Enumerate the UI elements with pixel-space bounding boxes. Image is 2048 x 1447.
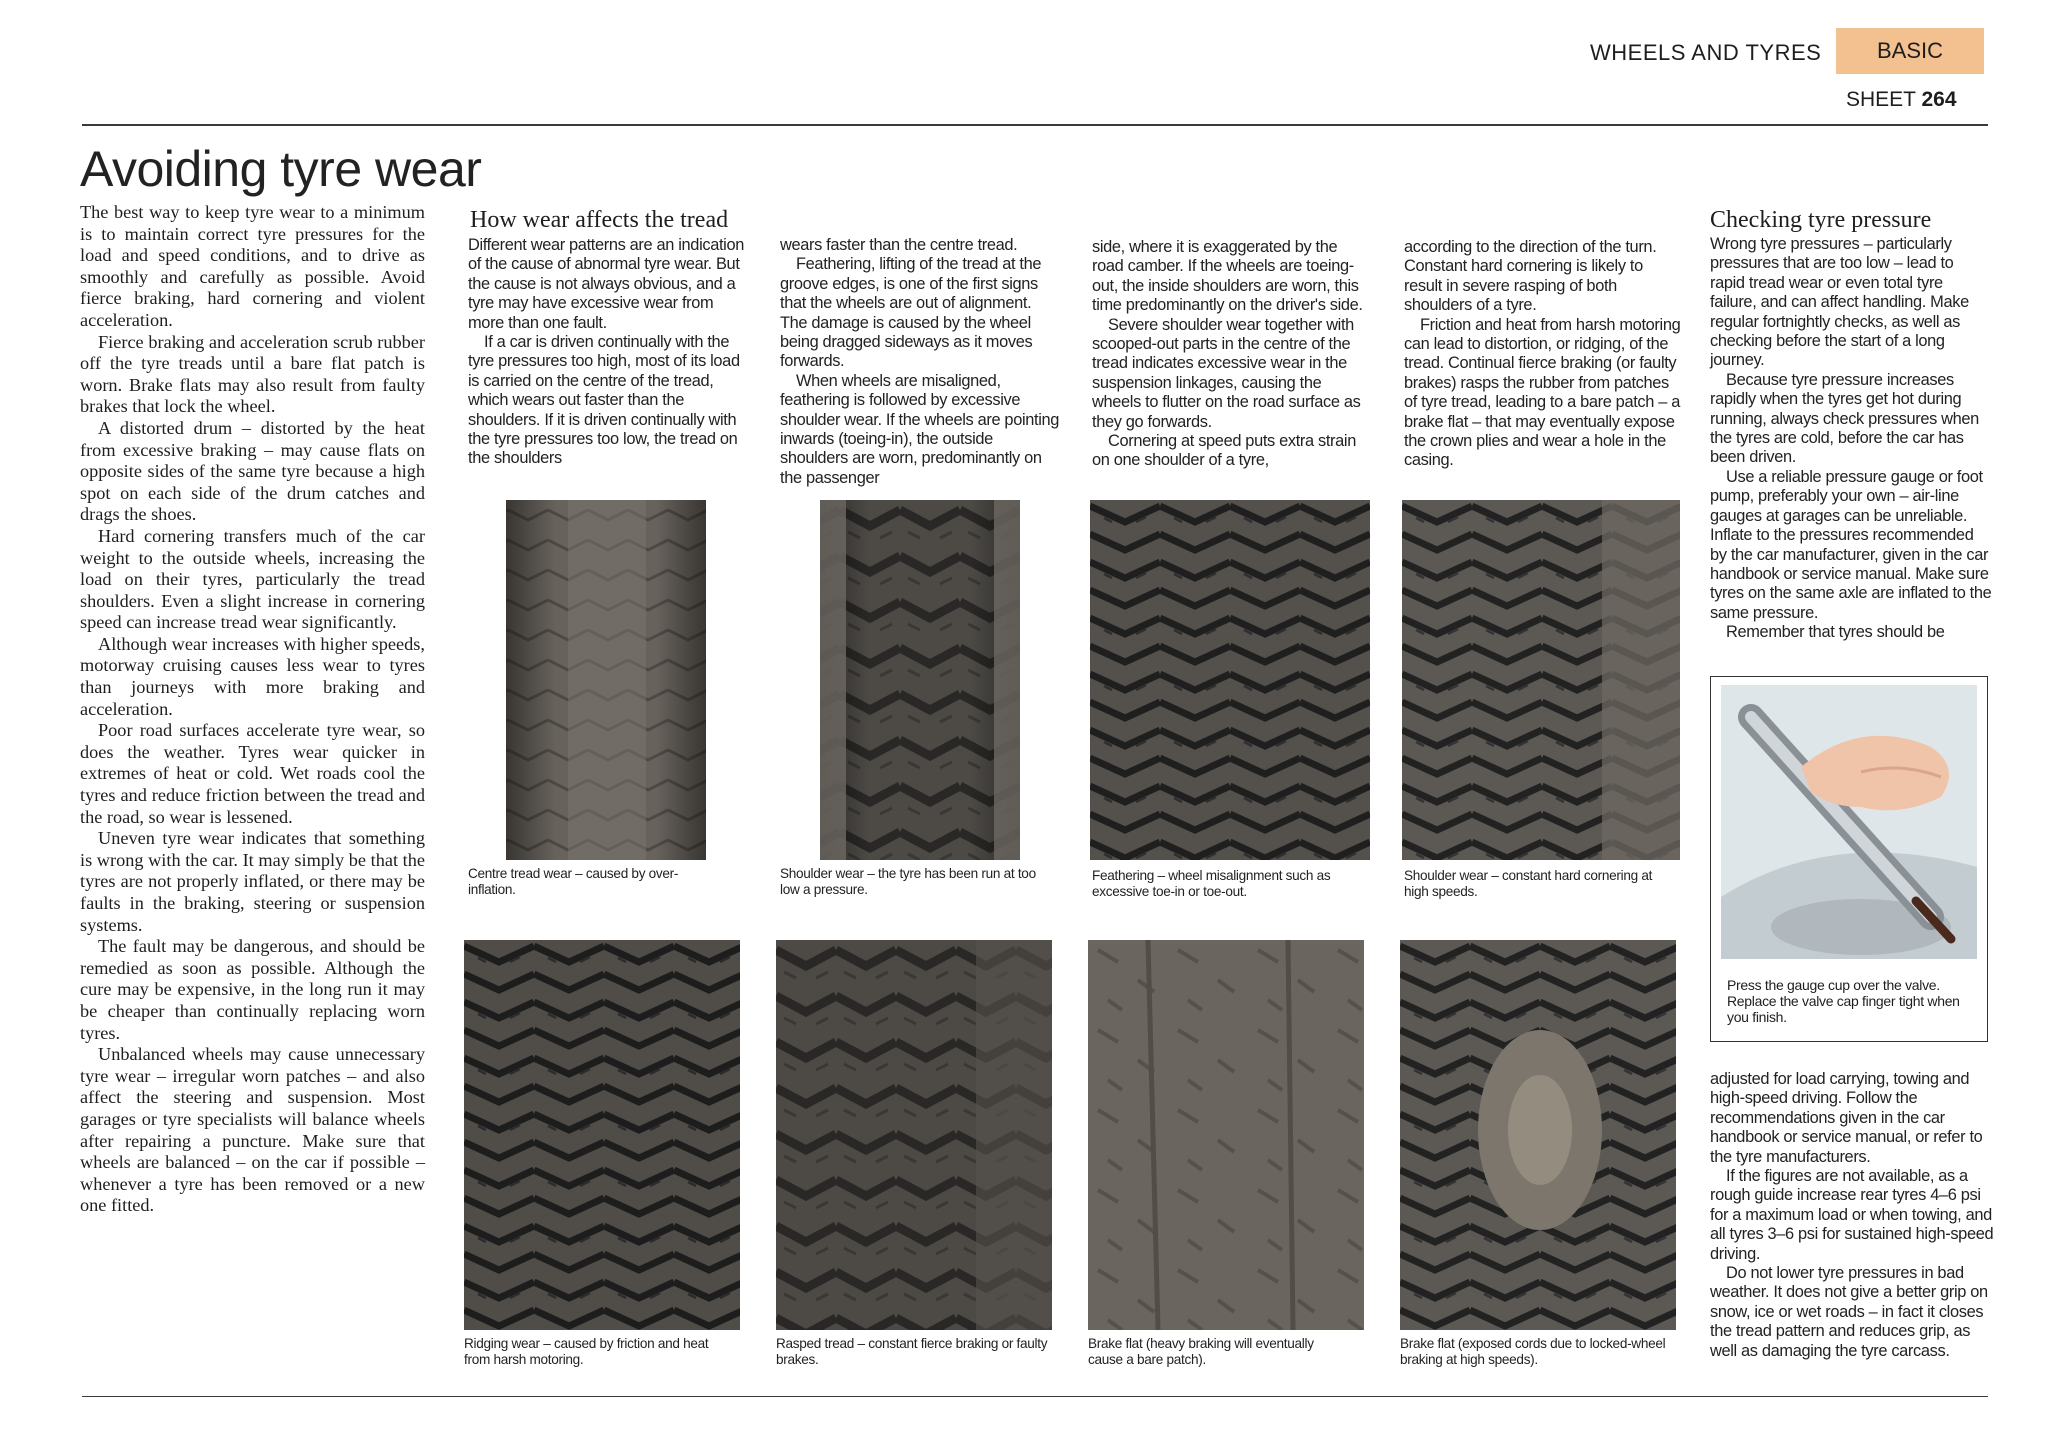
- intro-paragraph: The fault may be dangerous, and should be remedied as soon as possible. Although the cure may be expensive, in the long run it may be cheaper than continually replacing worn tyres.: [80, 936, 425, 1043]
- tread-paragraph: Cornering at speed puts extra strain on one shoulder of a tyre,: [1092, 432, 1356, 470]
- header-rule: [82, 124, 1988, 126]
- level-badge: BASIC: [1836, 28, 1984, 74]
- tread-paragraph: If a car is driven continually with the tyre pressures too high, most of its load is carried on the centre of the tread, which wears out faster than the shoulders. If it is driven continually with the tyre pressures too low, the tread on the shoulders: [468, 333, 740, 468]
- photo-caption: Rasped tread – constant fierce braking or faulty brakes.: [776, 1336, 1048, 1367]
- footer-rule: [82, 1396, 1988, 1397]
- sheet-number: [1846, 88, 1957, 112]
- photo-caption: Centre tread wear – caused by over-inflation.: [468, 866, 679, 897]
- pressure-paragraph: Because tyre pressure increases rapidly when the tyres get hot during running, always check pressures when the tyres are cold, before the car has been driven.: [1710, 370, 1979, 467]
- tread-column-4: [1404, 238, 1684, 471]
- tread-paragraph: according to the direction of the turn. Constant hard cornering is likely to result in severe rasping of both shoulders of a tyre.: [1404, 238, 1657, 315]
- tread-heading: How wear affects the tread: [470, 207, 729, 233]
- photo-caption: Shoulder wear – the tyre has been run at too low a pressure.: [780, 866, 1036, 897]
- photo-brake-flat: [1088, 940, 1364, 1330]
- pressure-paragraph: Remember that tyres should be: [1726, 623, 1945, 642]
- photo-shoulder-wear-cornering: [1402, 500, 1680, 860]
- intro-paragraph: Fierce braking and acceleration scrub rubber off the tyre treads until a bare flat patch is worn. Brake flats may also result from faulty brakes that lock the wheel.: [80, 331, 425, 417]
- pressure-paragraph: Wrong tyre pressures – particularly pressures that are too low – lead to rapid tread wear or even total tyre failure, and can affect handling. Make regular fortnightly checks, as well as checking before the start of a long journey.: [1710, 235, 1969, 370]
- tread-paragraph: wears faster than the centre tread.: [780, 236, 1018, 254]
- pressure-paragraph: Do not lower tyre pressures in bad weather. It does not give a better grip on snow, ice or wet roads – in fact it closes the tread pattern and reduces grip, as well as damaging the tyre carcass.: [1710, 1264, 1988, 1360]
- sheet-number-value: 264: [1921, 88, 1957, 111]
- tread-paragraph: Feathering, lifting of the tread at the groove edges, is one of the first signs that the wheels are out of alignment. The damage is caused by the wheel being dragged sideways as it moves forwards.: [780, 255, 1042, 371]
- tread-column-3: [1092, 238, 1372, 471]
- pressure-text-bottom: [1710, 1070, 1995, 1361]
- gauge-illustration-box: [1710, 676, 1988, 1042]
- photo-ridging-wear: [464, 940, 740, 1330]
- pressure-text-top: [1710, 235, 1992, 643]
- tread-paragraph: Friction and heat from harsh motoring can lead to distortion, or ridging, of the tread. Continual fierce braking (or faulty brakes) rasps the rubber from patches of tyre tread, leading to a bare patch – a brake flat – that may eventually expose the crown plies and wear a hole in the casing.: [1404, 315, 1681, 470]
- photo-caption: Feathering – wheel misalignment such as excessive toe-in or toe-out.: [1092, 868, 1331, 899]
- pressure-paragraph: If the figures are not available, as a rough guide increase rear tyres 4–6 psi for a maximum load or when towing, and all tyres 3–6 psi for sustained high-speed driving.: [1710, 1167, 1994, 1263]
- intro-paragraph: Uneven tyre wear indicates that something is wrong with the car. It may simply be that the tyres are not properly inflated, or there may be faults in the braking, steering or suspension systems.: [80, 828, 425, 935]
- intro-paragraph: Hard cornering transfers much of the car weight to the outside wheels, increasing the load on their tyres, particularly the tread shoulders. Even a slight increase in cornering speed can increase tread wear significantly.: [80, 525, 425, 633]
- sheet-label-text: SHEET: [1846, 88, 1916, 111]
- tread-paragraph: Severe shoulder wear together with scooped-out parts in the centre of the tread indicates excessive wear in the suspension linkages, causing the wheels to flutter on the road surface as they go forwards.: [1092, 315, 1361, 431]
- pressure-paragraph: Use a reliable pressure gauge or foot pump, preferably your own – air-line gauges at garages can be unreliable. Inflate to the pressures recommended by the car manufacturer, given in the car handbook or service manual. Make sure tyres on the same axle are inflated to the same pressure.: [1710, 467, 1992, 622]
- intro-text: [80, 202, 425, 1217]
- pressure-gauge-illustration: [1711, 677, 1987, 967]
- photo-caption: Brake flat (heavy braking will eventually cause a bare patch).: [1088, 1336, 1314, 1367]
- intro-paragraph: Unbalanced wheels may cause unnecessary tyre wear – irregular worn patches – and also affect the steering and suspension. Most garages or tyre specialists will balance wheels after repairing a puncture. Make sure that wheels are balanced – on the car if possible – whenever a tyre has been removed or a new one fitted.: [80, 1044, 425, 1216]
- gauge-caption: Press the gauge cup over the valve. Replace the valve cap finger tight when you finish.: [1727, 977, 1960, 1025]
- photo-brake-flat-exposed-cords: [1400, 940, 1676, 1330]
- photo-caption: Shoulder wear – constant hard cornering at high speeds.: [1404, 868, 1653, 899]
- page-title: Avoiding tyre wear: [80, 141, 482, 197]
- photo-centre-tread-wear: [468, 500, 746, 860]
- intro-paragraph: Poor road surfaces accelerate tyre wear, so does the weather. Tyres wear quicker in extremes of heat or cold. Wet roads cool the tyres and reduce friction between the tread and the road, so wear is lessened.: [80, 720, 425, 827]
- pressure-paragraph: adjusted for load carrying, towing and high-speed driving. Follow the recommendations given in the car handbook or service manual, or refer to the tyre manufacturers.: [1710, 1070, 1983, 1166]
- intro-paragraph: The best way to keep tyre wear to a minimum is to maintain correct tyre pressures for the load and speed conditions, and to drive as smoothly and carefully as possible. Avoid fierce braking, hard cornering and violent acceleration.: [80, 202, 425, 330]
- intro-paragraph: Although wear increases with higher speeds, motorway cruising causes less wear to tyres than journeys with more braking and acceleration.: [80, 633, 425, 719]
- tread-column-2: [780, 236, 1060, 488]
- tread-column-1: [468, 236, 746, 469]
- tread-paragraph: side, where it is exaggerated by the road camber. If the wheels are toeing-out, the inside shoulders are worn, this time predominantly on the driver's side.: [1092, 238, 1363, 315]
- section-title: WHEELS AND TYRES: [1590, 40, 1822, 65]
- tread-paragraph: When wheels are misaligned, feathering is followed by excessive shoulder wear. If the wheels are pointing inwards (toeing-in), the outside shoulders are worn, predominantly on the passenger: [780, 371, 1060, 487]
- photo-feathering: [1090, 500, 1370, 860]
- tread-paragraph: Different wear patterns are an indication of the cause of abnormal tyre wear. But the cause is not always obvious, and a tyre may have excessive wear from more than one fault.: [468, 236, 744, 332]
- photo-caption: Ridging wear – caused by friction and heat from harsh motoring.: [464, 1336, 709, 1367]
- photo-shoulder-wear-low-pressure: [780, 500, 1060, 860]
- photo-rasped-tread: [776, 940, 1052, 1330]
- pressure-heading: Checking tyre pressure: [1710, 207, 1932, 233]
- photo-caption: Brake flat (exposed cords due to locked-wheel braking at high speeds).: [1400, 1336, 1666, 1367]
- intro-paragraph: A distorted drum – distorted by the heat from excessive braking – may cause flats on opposite sides of the same tyre because a high spot on each side of the drum catches and drags the shoes.: [80, 417, 425, 525]
